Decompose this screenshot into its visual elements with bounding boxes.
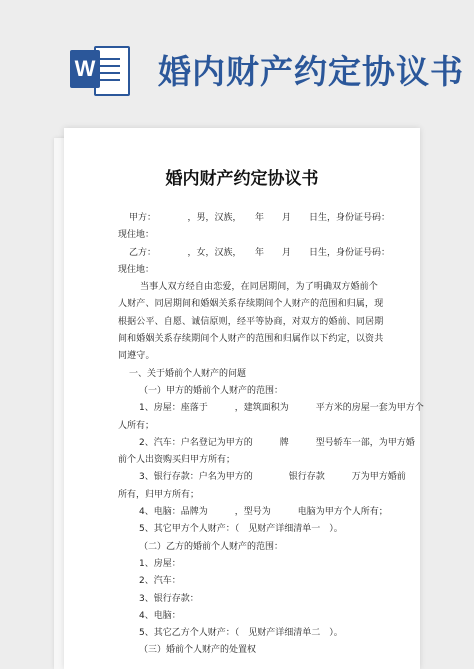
clause-line: 3、银行存款： <box>139 593 199 604</box>
subsection-heading: （三）婚前个人财产的处置权 <box>139 645 257 656</box>
clause-line: 4、电脑： <box>139 610 181 621</box>
clause-line: 2、汽车：户名登记为甲方的 牌 型号轿车一部，为甲方婚 <box>139 437 415 448</box>
preamble-paragraph: 当事人双方经自由恋爱，在同居期间，为了明确双方婚前个人财产、同居期间和婚姻关系存续期间个人财产的范围和归属，现根据公平、自愿、诚信原则，经平等协商，对双方的婚前、同居期间和婚姻关系存续期间个人财产的范围和归属作以下约定，以资共同遵守。 <box>118 282 384 362</box>
document-body <box>118 210 424 660</box>
clause-line: 人所有； <box>118 420 155 431</box>
banner-header <box>0 0 474 130</box>
party-a-address: 现住地： <box>118 230 155 241</box>
party-b-address: 现住地： <box>118 264 155 275</box>
word-icon-line <box>100 58 120 60</box>
clause-line: 所有，归甲方所有； <box>118 489 200 500</box>
banner-title: 婚内财产约定协议书 <box>158 52 464 91</box>
subsection-heading: （二）乙方的婚前个人财产的范围： <box>139 541 284 552</box>
party-a-line: 甲方： ，男，汉族， 年 月 日生，身份证号码： <box>129 213 391 223</box>
subsection-heading: （一）甲方的婚前个人财产的范围： <box>139 385 284 396</box>
clause-line: 5、其它乙方个人财产：（ 见财产详细清单二 ）。 <box>139 628 343 639</box>
document-page <box>64 128 424 669</box>
party-b-line: 乙方： ，女，汉族， 年 月 日生，身份证号码： <box>129 247 391 258</box>
word-icon-line <box>100 79 120 81</box>
clause-line: 1、房屋：座落于 ，建筑面积为 平方米的房屋一套为甲方个 <box>139 403 424 414</box>
word-icon-line <box>100 72 120 74</box>
clause-line: 3、银行存款：户名为甲方的 银行存款 万为甲方婚前 <box>139 472 406 483</box>
word-icon-letter: W <box>70 50 100 88</box>
word-document-icon <box>70 44 128 94</box>
word-icon-line <box>100 65 120 67</box>
clause-line: 2、汽车： <box>139 576 181 587</box>
document-title: 婚内财产约定协议书 <box>165 169 319 189</box>
clause-line: 4、电脑：品牌为 ，型号为 电脑为甲方个人所有； <box>139 507 388 518</box>
clause-line: 5、其它甲方个人财产：（ 见财产详细清单一 ）。 <box>139 524 343 535</box>
clause-line: 1、房屋： <box>139 558 181 569</box>
section-heading: 一、关于婚前个人财产的问题 <box>129 368 247 379</box>
clause-line: 前个人出资购买归甲方所有； <box>118 455 236 466</box>
